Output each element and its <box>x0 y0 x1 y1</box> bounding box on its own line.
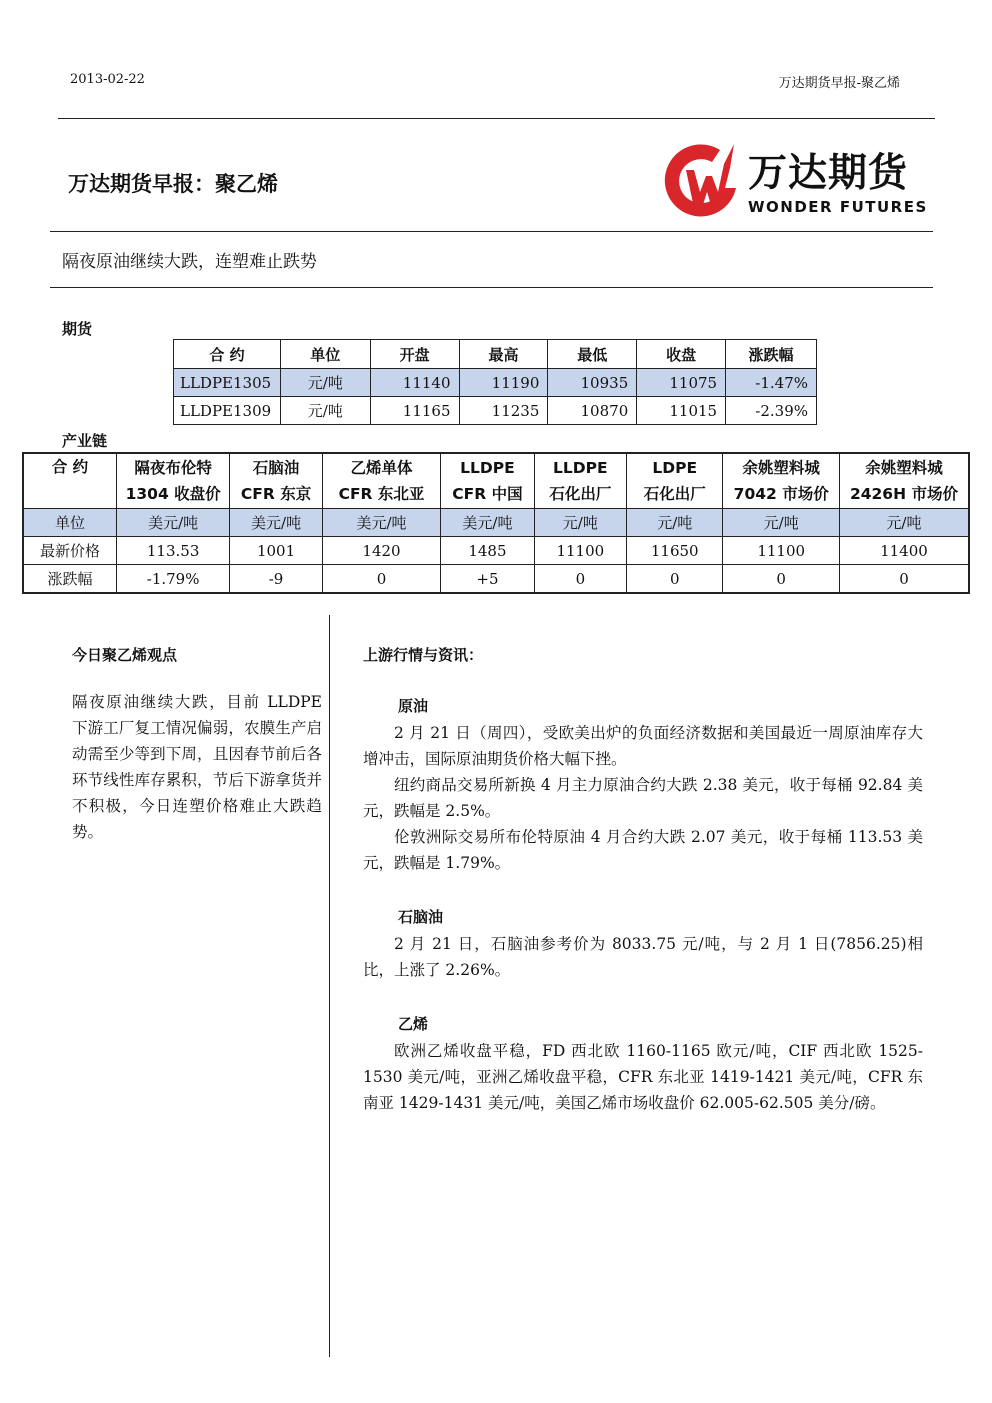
unit-cell: 元/吨 <box>280 397 370 425</box>
change-cell: -1.47% <box>726 369 817 397</box>
table-cell: 0 <box>839 565 969 594</box>
table-cell: 美元/吨 <box>322 509 441 537</box>
header-divider <box>58 118 935 119</box>
table-cell: 美元/吨 <box>116 509 229 537</box>
chain-header-line: 2426H 市场价 <box>849 485 958 503</box>
chain-header-cell <box>627 453 723 509</box>
crude-paragraph: 2 月 21 日（周四），受欧美出炉的负面经济数据和美国最近一周原油库存大增冲击，国际原油期货价格大幅下挫。 <box>363 724 923 768</box>
chain-header-row <box>23 453 969 509</box>
chain-header-cell <box>116 453 229 509</box>
table-cell: -9 <box>230 565 322 594</box>
chain-header-cell <box>839 453 969 509</box>
futures-header-cell: 收盘 <box>637 340 726 369</box>
crude-paragraph: 伦敦洲际交易所布伦特原油 4 月合约大跌 2.07 美元，收于每桶 113.53 美元，跌幅是 1.79%。 <box>363 828 923 872</box>
table-row <box>23 509 969 537</box>
subtitle: 隔夜原油继续大跌，连塑难止跌势 <box>62 252 317 272</box>
table-cell: -1.79% <box>116 565 229 594</box>
table-cell: 0 <box>322 565 441 594</box>
high-cell: 11235 <box>459 397 548 425</box>
chain-header-cell <box>441 453 534 509</box>
futures-header-cell: 最高 <box>459 340 548 369</box>
table-cell: 涨跌幅 <box>23 565 116 594</box>
futures-header-cell: 合 约 <box>174 340 281 369</box>
table-cell: 11650 <box>627 537 723 565</box>
contract-cell: LLDPE1309 <box>174 397 281 425</box>
futures-header-cell: 单位 <box>280 340 370 369</box>
chain-header-cell <box>534 453 626 509</box>
subtitle-divider <box>50 287 933 288</box>
report-date: 2013-02-22 <box>70 72 145 87</box>
chain-header-cell <box>23 453 116 509</box>
futures-header-cell: 最低 <box>548 340 637 369</box>
chain-header-line: 余姚塑料城 <box>865 459 943 477</box>
chain-header-line: CFR 东京 <box>240 485 312 503</box>
title-divider <box>50 231 933 232</box>
chain-header-line: 7042 市场价 <box>733 485 829 503</box>
table-row <box>174 369 817 397</box>
table-cell: 元/吨 <box>723 509 839 537</box>
table-cell: 美元/吨 <box>230 509 322 537</box>
table-cell: 元/吨 <box>534 509 626 537</box>
logo-cn-text: 万达期货 <box>748 151 909 196</box>
ethylene-heading: 乙烯 <box>398 1015 429 1033</box>
chain-header-line: 乙烯单体 <box>350 459 413 477</box>
chain-header-line: 隔夜布伦特 <box>134 459 212 477</box>
table-cell: 11100 <box>534 537 626 565</box>
table-cell: 0 <box>723 565 839 594</box>
report-header-title: 万达期货早报-聚乙烯 <box>778 76 900 91</box>
table-cell: 元/吨 <box>627 509 723 537</box>
chain-header-line: 石化出厂 <box>549 485 612 503</box>
view-text: 隔夜原油继续大跌，目前 LLDPE 下游工厂复工情况偏弱，农膜生产启动需至少等到下周，且因春节前后各环节线性库存累积，节后下游拿货并不积极，今日连塑价格难止大跌趋势。 <box>72 693 322 841</box>
chain-header-line: LDPE <box>652 459 698 477</box>
crude-heading: 原油 <box>398 697 429 715</box>
chain-header-line: 石脑油 <box>252 459 300 477</box>
naphtha-heading: 石脑油 <box>398 908 444 926</box>
table-row <box>23 565 969 594</box>
unit-cell: 元/吨 <box>280 369 370 397</box>
chain-label: 产业链 <box>62 432 108 450</box>
table-cell: 最新价格 <box>23 537 116 565</box>
futures-label: 期货 <box>62 320 93 338</box>
ethylene-paragraph: 欧洲乙烯收盘平稳，FD 西北欧 1160-1165 欧元/吨，CIF 西北欧 1525-1530 美元/吨，亚洲乙烯收盘平稳，CFR 东北亚 1419-1421 美元/吨，CFR 东南亚 1429-1431 美元/吨，美国乙烯市场收盘价 62.005-62.505 美分/磅。 <box>363 1042 923 1112</box>
table-cell: 元/吨 <box>839 509 969 537</box>
close-cell: 11015 <box>637 397 726 425</box>
table-cell: 11400 <box>839 537 969 565</box>
page-title: 万达期货早报：聚乙烯 <box>68 172 278 196</box>
view-heading: 今日聚乙烯观点 <box>72 646 178 664</box>
chain-table <box>22 452 970 594</box>
table-cell: 1001 <box>230 537 322 565</box>
change-cell: -2.39% <box>726 397 817 425</box>
table-row <box>174 397 817 425</box>
table-cell: 11100 <box>723 537 839 565</box>
futures-header-cell: 涨跌幅 <box>726 340 817 369</box>
logo-en-text: WONDER FUTURES <box>748 198 928 216</box>
table-cell: 0 <box>534 565 626 594</box>
upstream-section <box>363 644 923 1116</box>
table-cell: 0 <box>627 565 723 594</box>
futures-header-row <box>174 340 817 369</box>
chain-header-cell <box>723 453 839 509</box>
open-cell: 11165 <box>370 397 459 425</box>
chain-header-line: LLDPE <box>460 459 515 477</box>
chain-header-line: 石化出厂 <box>643 485 706 503</box>
low-cell: 10935 <box>548 369 637 397</box>
upstream-heading: 上游行情与资讯： <box>363 646 484 664</box>
table-cell: +5 <box>441 565 534 594</box>
chain-header-line: 1304 收盘价 <box>125 485 221 503</box>
close-cell: 11075 <box>637 369 726 397</box>
view-section <box>72 644 322 845</box>
crude-paragraph: 纽约商品交易所新换 4 月主力原油合约大跌 2.38 美元，收于每桶 92.84 美元，跌幅是 2.5%。 <box>363 776 923 820</box>
table-cell: 美元/吨 <box>441 509 534 537</box>
company-logo <box>660 140 935 222</box>
chain-header-line: 合 约 <box>51 458 89 476</box>
table-row <box>23 537 969 565</box>
chain-header-cell <box>230 453 322 509</box>
table-cell: 1420 <box>322 537 441 565</box>
naphtha-paragraph: 2 月 21 日，石脑油参考价为 8033.75 元/吨，与 2 月 1 日(7856.25)相比，上涨了 2.26%。 <box>363 935 923 979</box>
futures-table <box>173 339 817 425</box>
contract-cell: LLDPE1305 <box>174 369 281 397</box>
low-cell: 10870 <box>548 397 637 425</box>
chain-header-line: 余姚塑料城 <box>742 459 820 477</box>
open-cell: 11140 <box>370 369 459 397</box>
table-cell: 113.53 <box>116 537 229 565</box>
chain-header-line: CFR 中国 <box>452 485 523 503</box>
high-cell: 11190 <box>459 369 548 397</box>
table-cell: 单位 <box>23 509 116 537</box>
chain-header-cell <box>322 453 441 509</box>
table-cell: 1485 <box>441 537 534 565</box>
logo-mark-icon <box>660 140 742 222</box>
column-divider <box>329 615 330 1357</box>
futures-header-cell: 开盘 <box>370 340 459 369</box>
chain-header-line: CFR 东北亚 <box>338 485 425 503</box>
chain-header-line: LLDPE <box>553 459 608 477</box>
